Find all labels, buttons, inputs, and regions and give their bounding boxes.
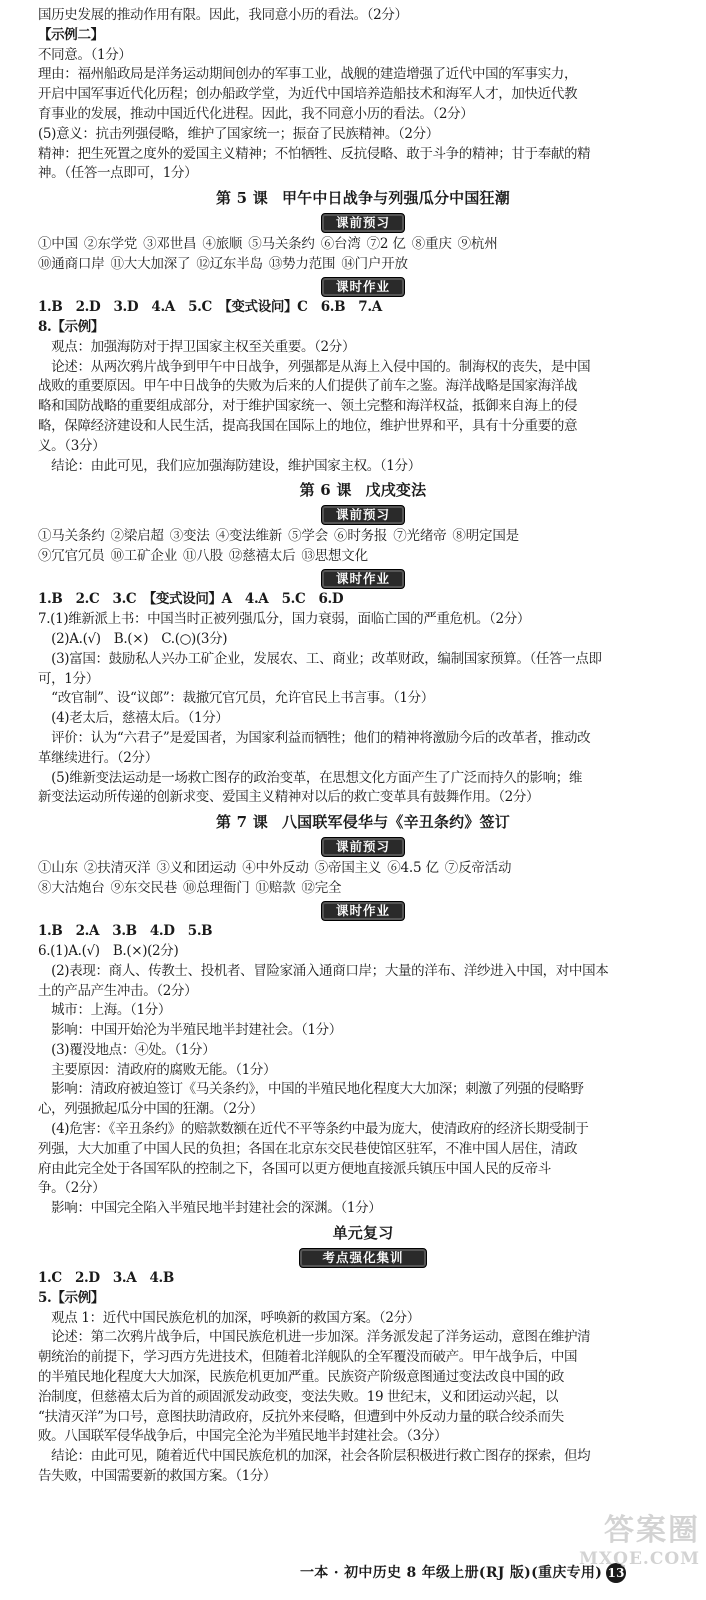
answer-line: 6.(1)A.(√) B.(×)(2分)	[38, 942, 179, 959]
preview-answer: ⑥4.5 亿	[387, 860, 439, 877]
preview-answer: ④中外反动	[242, 860, 309, 877]
preview-answers-row	[38, 878, 688, 898]
answer-line: 精神：把生死置之度外的爱国主义精神；不怕牺牲、反抗侵略、敢于斗争的精神；甘于奉献的精	[38, 145, 591, 162]
answer-line: 【示例二】	[38, 26, 104, 43]
lesson-6-heading	[38, 478, 688, 502]
answer-line: (2)表现：商人、传教士、投机者、冒险家涌入通商口岸；大量的洋布、洋纱进入中国，对中国本	[38, 962, 609, 979]
preview-answer: ⑦光绪帝	[393, 528, 447, 545]
preview-answer: ⑩总理衙门	[183, 880, 250, 897]
mc-answers: 1.C 2.D 3.A 4.B	[38, 1270, 174, 1287]
preview-answer: ③义和团运动	[156, 860, 237, 877]
mc-answers: 1.B 2.C 3.C 【变式设问】A 4.A 5.C 6.D	[38, 591, 344, 608]
preview-answers-row	[38, 254, 688, 274]
band-label: 课时作业	[321, 277, 405, 297]
answer-line: 理由：福州船政局是洋务运动期间创办的军事工业，战舰的建造增强了近代中国的军事实力，	[38, 66, 578, 83]
answer-line: (3)覆没地点：④处。（1分）	[38, 1041, 216, 1058]
preview-answer: ⑩工矿企业	[110, 548, 177, 565]
answer-line: (5)维新变法运动是一场救亡图存的政治变革，在思想文化方面产生了广泛而持久的影响；维	[38, 769, 583, 786]
answer-block	[38, 942, 688, 1219]
preview-answer: ④变法维新	[215, 528, 283, 545]
answer-line: (3)富国：鼓励私人兴办工矿企业，发展农、工、商业；改革财政，编制国家预算。（任答一点即	[38, 650, 602, 667]
preview-answer: ⑬势力范围	[268, 256, 336, 273]
band-label: 课前预习	[321, 213, 405, 233]
answer-line: 主要原因：清政府的腐败无能。（1分）	[38, 1061, 277, 1078]
answer-line: 育事业的发展，推动中国近代化进程。因此，我不同意小历的看法。（2分）	[38, 105, 474, 122]
answer-line: 略和国防战略的重要组成部分，对于维护国家统一、领土完整和海洋权益，抵御来自海上的侵	[38, 398, 578, 415]
section-band	[38, 836, 688, 856]
answer-block-continued	[38, 6, 688, 184]
answer-block	[38, 1289, 688, 1487]
preview-answer: ②东学党	[83, 236, 138, 253]
preview-answer: ③变法	[169, 528, 210, 545]
answer-line: 7.(1)维新派上书：中国当时正被列强瓜分，国力衰弱，面临亡国的严重危机。（2分）	[38, 611, 530, 628]
band-label: 课前预习	[321, 505, 405, 525]
answer-line: 神。（任答一点即可，1分）	[38, 165, 198, 182]
answer-line: 城市：上海。（1分）	[38, 1002, 171, 1019]
answer-line: 告失败，中国需要新的救国方案。（1分）	[38, 1468, 277, 1485]
answer-line: 8.【示例】	[38, 318, 104, 335]
answer-line: 不同意。（1分）	[38, 46, 132, 63]
answer-line: 的半殖民地化程度大大加深，民族危机更加严重。民族资产阶级意图通过变法改良中国的政	[38, 1369, 564, 1386]
preview-answer: ⑧大沽炮台	[38, 880, 105, 897]
answer-line: 战败的重要原因。甲午中日战争的失败为后来的人们提供了前车之鉴。海洋战略是国家海洋战	[38, 378, 578, 395]
preview-answer: ⑭门户开放	[341, 256, 408, 273]
answer-line: 朝统治的前提下，学习西方先进技术，但随着北洋舰队的全军覆没而破产。甲午战争后，中国	[38, 1349, 578, 1366]
preview-answer: ⑧重庆	[411, 236, 452, 253]
preview-answers-row	[38, 526, 688, 546]
band-label: 考点强化集训	[299, 1248, 426, 1268]
preview-answer: ⑦2 亿	[366, 236, 406, 253]
answer-line: 评价：认为“六君子”是爱国者，为国家利益而牺牲；他们的精神将激励今后的改革者，推动改	[38, 729, 591, 746]
answer-line: (5)意义：抗击列强侵略，维护了国家统一；振奋了民族精神。（2分）	[38, 125, 439, 142]
preview-answer: ⑥台湾	[320, 236, 361, 253]
answer-line: “扶清灭洋”为口号，意图扶助清政府，反抗外来侵略，但遭到中外反动力量的联合绞杀而失	[38, 1408, 564, 1425]
answer-line: 开启中国军事近代化历程；创办船政学堂，为近代中国培养造船技术和海军人才，加快近代教	[38, 86, 578, 103]
answer-line: “改官制”、设“议郎”：裁撤冗官冗员，允许官民上书言事。（1分）	[38, 690, 434, 707]
preview-answer: ④旅顺	[202, 236, 243, 253]
answer-line: 影响：中国开始沦为半殖民地半封建社会。（1分）	[38, 1022, 342, 1039]
answer-line: 治制度，但慈禧太后为首的顽固派发动政变，变法失败。19 世纪末，义和团运动兴起，以	[38, 1388, 559, 1405]
preview-answer: ①中国	[38, 236, 78, 253]
preview-answer: ⑨冗官冗员	[38, 548, 105, 565]
section-band	[38, 1247, 688, 1267]
preview-answer: ⑤马关条约	[248, 236, 315, 253]
answer-line: 新变法运动所传递的创新求变、爱国主义精神对以后的救亡变革具有鼓舞作用。（2分）	[38, 789, 540, 806]
answer-line: 义。（3分）	[38, 437, 106, 454]
preview-answer: ⑤帝国主义	[314, 860, 382, 877]
page-footer	[300, 1562, 700, 1583]
lesson-number: 第 5 课	[216, 189, 268, 208]
preview-answers-row	[38, 234, 688, 254]
answer-line: (4)危害：《辛丑条约》的赔款数额在近代不平等条约中最为庞大，使清政府的经济长期受制于	[38, 1121, 589, 1138]
answer-line: 革继续进行。（2分）	[38, 749, 158, 766]
answer-line: 可，1分）	[38, 670, 99, 687]
answer-line: 败。八国联军侵华战争后，中国完全沦为半殖民地半封建社会。（3分）	[38, 1428, 448, 1445]
answer-line: 观点：加强海防对于捍卫国家主权至关重要。（2分）	[38, 338, 356, 355]
answer-line: 5.【示例】	[38, 1289, 104, 1306]
preview-answers-row	[38, 546, 688, 566]
answer-line: 争。（2分）	[38, 1180, 106, 1197]
watermark-url: MXQE.COM	[579, 1549, 700, 1569]
preview-answer: ⑥时务报	[334, 528, 388, 545]
section-band	[38, 212, 688, 232]
preview-answer: ②扶清灭洋	[83, 860, 151, 877]
preview-answer: ⑤学会	[288, 528, 329, 545]
answer-line: 观点 1：近代中国民族危机的加深，呼唤新的救国方案。（2分）	[38, 1309, 420, 1326]
unit-review-heading	[38, 1221, 688, 1245]
watermark-text: 答案圈	[604, 1513, 700, 1548]
lesson-title: 戊戌变法	[365, 481, 427, 500]
mc-answers: 1.B 2.A 3.B 4.D 5.B	[38, 923, 213, 940]
preview-answer: ⑪赔款	[255, 880, 296, 897]
preview-answer: ⑫辽东半岛	[196, 256, 263, 273]
preview-answer: ②梁启超	[110, 528, 164, 545]
preview-answer: ⑪八股	[183, 548, 223, 565]
band-label: 课时作业	[321, 569, 405, 589]
band-label: 课时作业	[321, 901, 405, 921]
preview-answer: ⑦反帝活动	[444, 860, 512, 877]
lesson-number: 第 6 课	[299, 481, 352, 500]
answer-line: (2)A.(√) B.(×) C.(○)(3分)	[38, 630, 228, 647]
lesson-title: 甲午中日战争与列强瓜分中国狂潮	[281, 189, 510, 208]
answer-line: (4)老太后，慈禧太后。（1分）	[38, 710, 229, 727]
answer-line: 心，列强掀起瓜分中国的狂潮。（2分）	[38, 1101, 264, 1118]
answer-line: 结论：由此可见，随着近代中国民族危机的加深，社会各阶层积极进行救亡图存的探索，但均	[38, 1448, 591, 1465]
answer-line: 影响：中国完全陷入半殖民地半封建社会的深渊。（1分）	[38, 1200, 382, 1217]
answer-line: 影响：清政府被迫签订《马关条约》，中国的半殖民地化程度大大加深；刺激了列强的侵略野	[38, 1081, 584, 1098]
mc-answers: 1.B 2.D 3.D 4.A 5.C 【变式设问】C 6.B 7.A	[38, 299, 382, 316]
answer-line: 结论：由此可见，我们应加强海防建设，维护国家主权。（1分）	[38, 457, 421, 474]
footer-text: 一本 · 初中历史 8 年级上册(RJ 版)(重庆专用)	[300, 1565, 603, 1581]
preview-answer: ①马关条约	[38, 528, 105, 545]
answer-line: 略，保障经济建设和人民生活，提高我国在国际上的地位，维护世界和平，具有十分重要的意	[38, 417, 578, 434]
preview-answer: ⑫慈禧太后	[228, 548, 296, 565]
preview-answer: ③邓世昌	[143, 236, 197, 253]
answer-page	[38, 6, 688, 1487]
preview-answer: ⑬思想文化	[301, 548, 368, 565]
answer-line: 列强，大大加重了中国人民的负担；各国在北京东交民巷使馆区驻军，不准中国人居住，清政	[38, 1140, 578, 1157]
preview-answers-row	[38, 858, 688, 878]
preview-answer: ⑩通商口岸	[38, 256, 105, 273]
lesson-number: 第 7 课	[216, 813, 268, 832]
answer-line: 府由此完全处于各国军队的控制之下，各国可以更方便地直接派兵镇压中国人民的反帝斗	[38, 1160, 551, 1177]
preview-answer: ⑫完全	[301, 880, 342, 897]
answer-line: 论述：第二次鸦片战争后，中国民族危机进一步加深。洋务派发起了洋务运动，意图在维护清	[38, 1329, 591, 1346]
preview-answer: ①山东	[38, 860, 78, 877]
preview-answer: ⑪大大加深了	[110, 256, 191, 273]
lesson-5-heading	[38, 186, 688, 210]
section-band	[38, 568, 688, 588]
section-band	[38, 276, 688, 296]
lesson-7-heading	[38, 810, 688, 834]
section-band	[38, 504, 688, 524]
answer-line: 国历史发展的推动作用有限。因此，我同意小历的看法。（2分）	[38, 7, 408, 23]
preview-answer: ⑧明定国是	[452, 528, 519, 545]
answer-line: 论述：从两次鸦片战争到甲午中日战争，列强都是从海上入侵中国的。制海权的丧失，是中国	[38, 358, 591, 375]
band-label: 课前预习	[321, 837, 405, 857]
preview-answer: ⑨东交民巷	[110, 880, 177, 897]
page-number: 13	[606, 1563, 626, 1583]
answer-block	[38, 610, 688, 808]
unit-title: 单元复习	[332, 1224, 394, 1243]
preview-answer: ⑨杭州	[457, 236, 498, 253]
answer-block	[38, 318, 688, 476]
lesson-title: 八国联军侵华与《辛丑条约》签订	[281, 813, 510, 832]
answer-line: 土的产品产生冲击。（2分）	[38, 982, 198, 999]
section-band	[38, 900, 688, 920]
